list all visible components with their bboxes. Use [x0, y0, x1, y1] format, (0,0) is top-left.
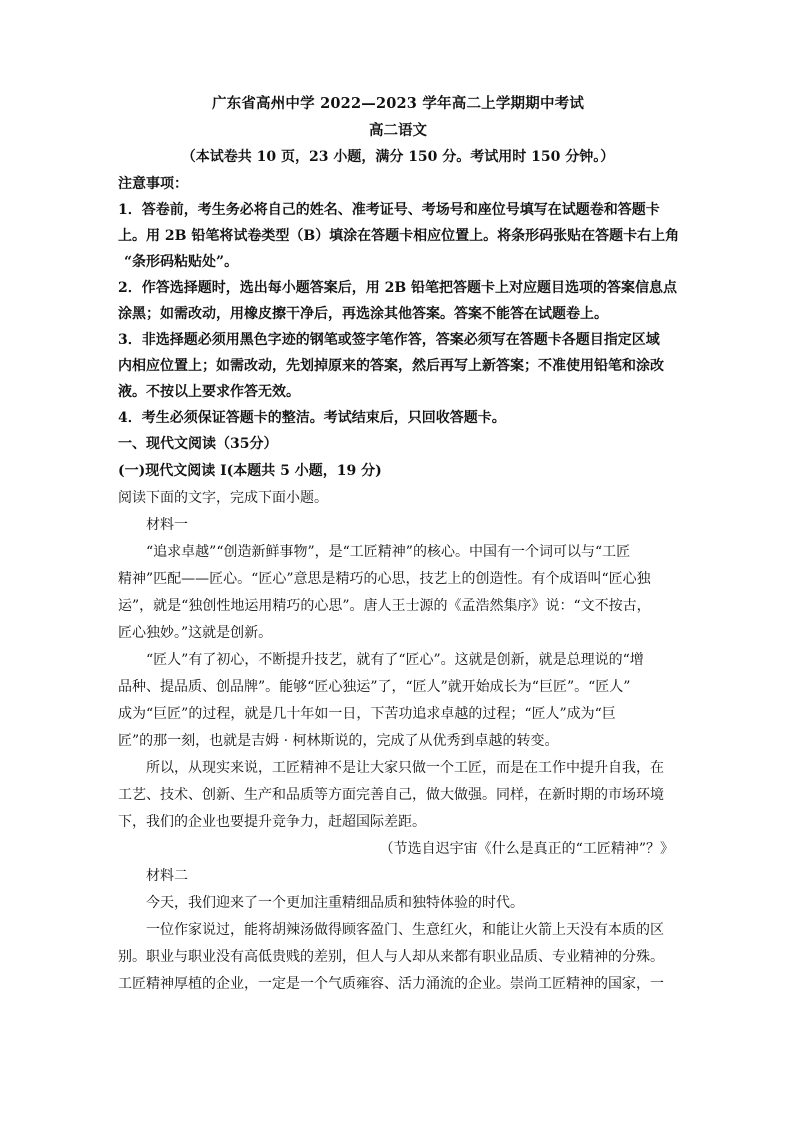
section-heading: 一、现代文阅读（35分）: [118, 436, 278, 452]
notice-line: 上。用 2B 铅笔将试卷类型（B）填涂在答题卡相应位置上。将条形码张贴在答题卡右上角: [118, 228, 680, 244]
exam-subject: 高二语文: [369, 122, 427, 139]
material1-paragraph: [118, 543, 678, 643]
exam-info: （本试卷共 10 页，23 小题，满分 150 分。考试用时 150 分钟。）: [181, 149, 615, 165]
notice-item-1: [118, 201, 678, 272]
notice-line: 涂黑；如需改动，用橡皮擦干净后，再选涂其他答案。答案不能答在试题卷上。: [118, 306, 608, 322]
text-line: 今天，我们迎来了一个更加注重精细品质和独特体验的时代。: [146, 895, 524, 911]
notice-item-2: [118, 279, 678, 324]
notice-line: 4．考生必须保证答题卡的整洁。考试结束后，只回收答题卡。: [118, 410, 506, 426]
material1-label: 材料一: [146, 517, 188, 533]
text-line: 工匠精神厚植的企业，一定是一个气质雍容、活力涌流的企业。崇尚工匠精神的国家，一: [118, 976, 664, 992]
text-line: 所以，从现实来说，工匠精神不是让大家只做一个工匠，而是在工作中提升自我，在: [146, 760, 664, 776]
text-line: “追求卓越”“创造新鲜事物”，是“工匠精神”的核心。中国有一个词可以与“工匠: [146, 544, 631, 560]
text-line: 工艺、技术、创新、生产和品质等方面完善自己，做大做强。同样，在新时期的市场环境: [118, 787, 664, 803]
text-line: 下，我们的企业也要提升竞争力，赶超国际差距。: [118, 814, 426, 830]
text-line: 匠心独妙。”这就是创新。: [118, 625, 273, 641]
text-line: 一位作家说过，能将胡辣汤做得顾客盈门、生意红火，和能让火箭上天没有本质的区: [146, 922, 664, 938]
subsection-heading: (一)现代文阅读 Ⅰ(本题共 5 小题，19 分): [118, 463, 382, 479]
notice-item-3: [118, 331, 678, 402]
material2-label: 材料二: [146, 868, 188, 884]
notice-line: 液。不按以上要求作答无效。: [118, 384, 300, 400]
text-line: 匠”的那一刻，也就是吉姆 · 柯林斯说的，完成了从优秀到卓越的转变。: [118, 733, 559, 749]
instruction-text: 阅读下面的文字，完成下面小题。: [118, 490, 328, 506]
text-line: “匠人”有了初心，不断提升技艺，就有了“匠心”。这就是创新，就是总理说的“增: [146, 652, 644, 668]
material2-paragraph: [118, 921, 678, 994]
exam-title: 广东省高州中学 2022—2023 学年高二上学期期中考试: [211, 95, 585, 112]
notice-line: “条形码粘贴处”。: [124, 254, 239, 270]
material1-source: （节选自迟宇宙《什么是真正的“工匠精神”？》: [379, 841, 674, 857]
notice-heading: 注意事项：: [118, 176, 188, 192]
notice-item-4: [118, 409, 678, 428]
text-line: 运”，就是“独创性地运用精巧的心思”。唐人王士源的《孟浩然集序》说：“文不按古，: [118, 598, 651, 614]
text-line: 精神”匹配——匠心。“匠心”意思是精巧的心思，技艺上的创造性。有个成语叫“匠心独: [118, 571, 651, 587]
material1-paragraph: [118, 759, 678, 832]
material2-paragraph: [118, 894, 678, 913]
notice-line: 2．作答选择题时，选出每小题答案后，用 2B 铅笔把答题卡上对应题目选项的答案信息点: [118, 280, 678, 296]
notice-line: 内相应位置上；如需改动，先划掉原来的答案，然后再写上新答案；不准使用铅笔和涂改: [118, 358, 664, 374]
text-line: 别。职业与职业没有高低贵贱的差别，但人与人却从来都有职业品质、专业精神的分殊。: [118, 949, 664, 965]
exam-page: [118, 92, 678, 1002]
text-line: 成为“巨匠”的过程，就是几十年如一日，下苦功追求卓越的过程；“匠人”成为“巨: [118, 706, 616, 722]
material1-paragraph: [118, 651, 678, 751]
notice-line: 3．非选择题必须用黑色字迹的钢笔或签字笔作答，答案必须写在答题卡各题目指定区域: [118, 332, 660, 348]
text-line: 品种、提品质、创品牌”。能够“匠心独运”了，“匠人”就开始成长为“巨匠”。“匠人”: [118, 679, 631, 695]
notice-block: [118, 175, 678, 428]
notice-line: 1．答卷前，考生务必将自己的姓名、准考证号、考场号和座位号填写在试题卷和答题卡: [118, 202, 660, 218]
